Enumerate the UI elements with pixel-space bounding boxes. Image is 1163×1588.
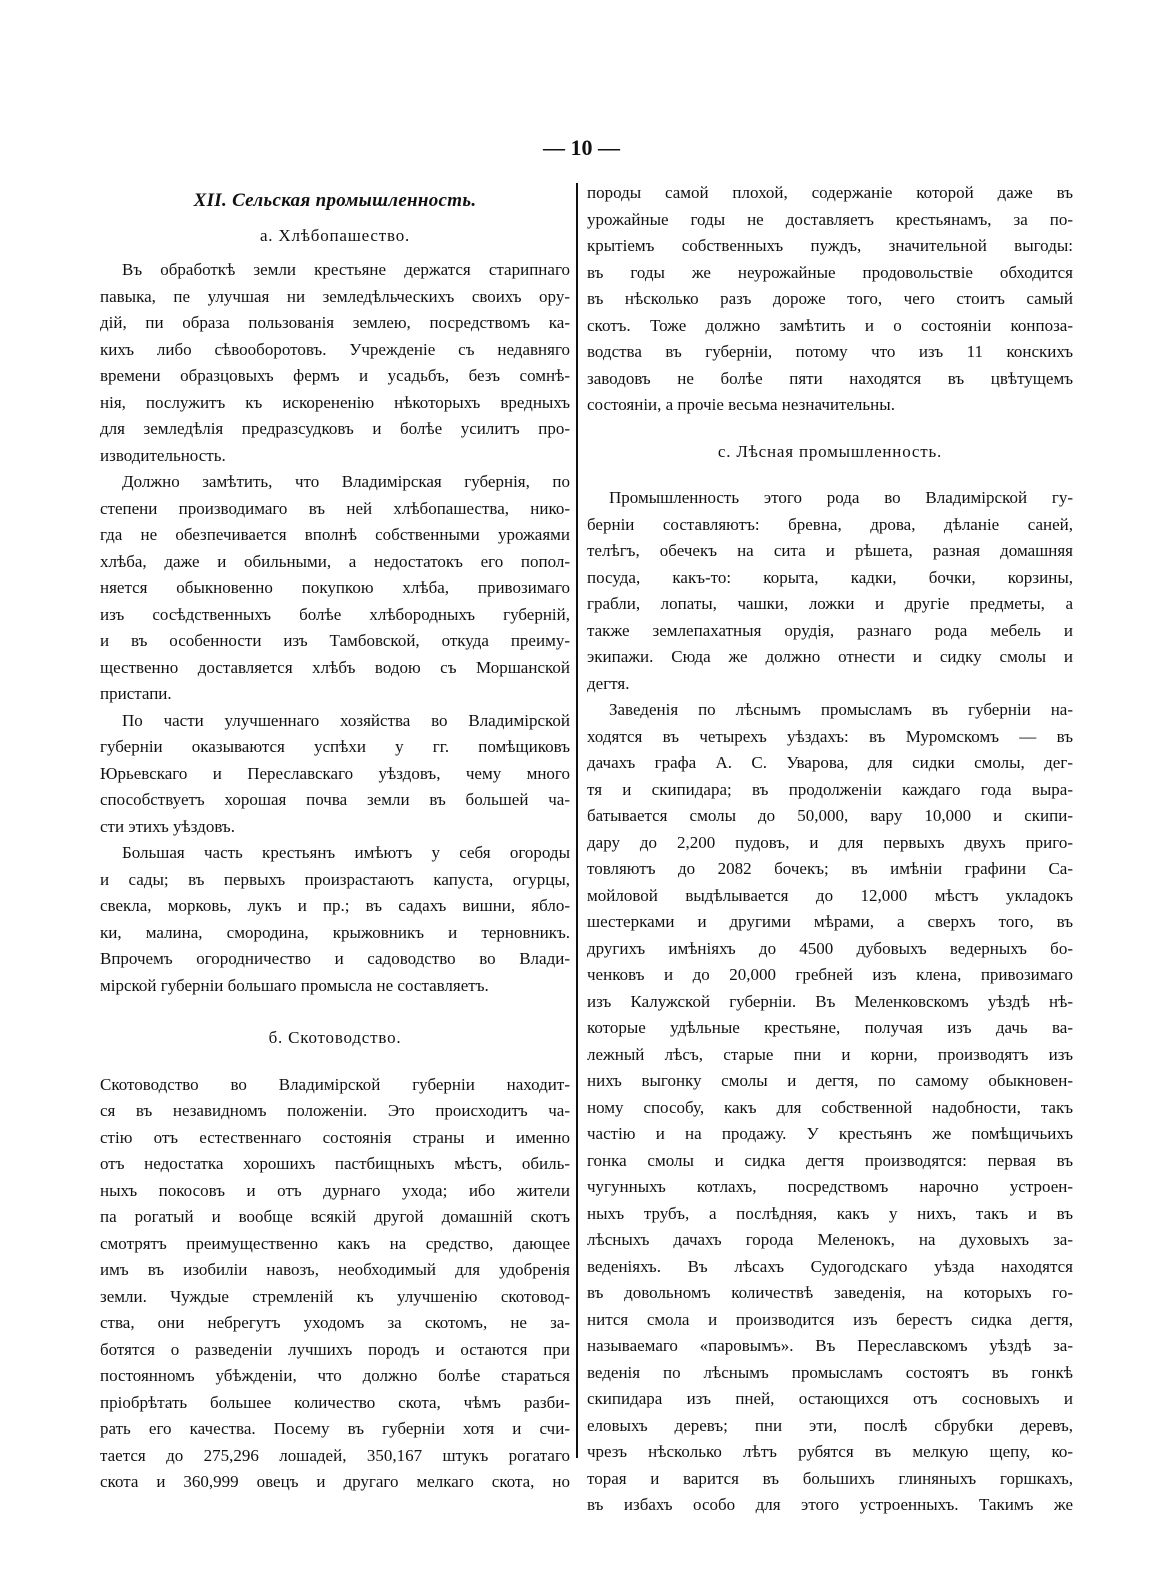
left-column [100,180,570,1496]
text-line: тается до 275,296 лошадей, 350,167 штукъ рогатаго [100,1445,570,1465]
text-line: степени производимаго въ ней хлѣбопашества, нико- [100,498,570,518]
text-line: ходятся въ четырехъ уѣздахъ: въ Муромскомъ — въ [587,726,1073,746]
paragraph [100,1072,570,1496]
text-line: гда не обезпечивается вполнѣ собственными урожаями [100,525,570,544]
text-line: изводительность. [100,445,226,465]
text-line: постоянномъ убѣжденіи, что должно болѣе стараться [100,1366,570,1385]
text-line: состояніи, а прочіе весьма незначительны. [587,395,895,414]
text-line: называемаго «паровымъ». Въ Переславскомъ уѣздѣ за- [587,1336,1073,1355]
text-line: для земледѣлія предразсудковъ и болѣе усилитъ про- [100,419,570,438]
text-line: веденія по лѣснымъ промысламъ состоятъ въ гонкѣ [587,1362,1073,1382]
section-heading-forestry: с. Лѣсная промышленность. [717,441,943,461]
text-line: изъ Калужской губерніи. Въ Меленковскомъ уѣздѣ нѣ- [587,991,1073,1011]
text-line: чугунныхъ котлахъ, посредствомъ нарочно устроен- [587,1177,1073,1196]
text-line: скота и 360,999 овецъ и другаго мелкаго скота, но [100,1472,570,1491]
text-line: которые удѣльные крестьяне, получая изъ дачь ва- [587,1018,1073,1037]
section-heading-agriculture: а. Хлѣбопашество. [259,225,411,245]
text-line: По части улучшеннаго хозяйства во Владимірской [122,710,570,730]
text-line: пристапи. [100,684,172,703]
text-line: еловыхъ деревъ; пни эти, послѣ сбрубки деревъ, [587,1415,1073,1435]
text-line: няется обыкновенно покупкою хлѣба, привозимаго [100,578,570,597]
section-body-forestry [587,485,1073,1519]
paragraph [587,485,1073,697]
text-line: другихъ имѣніяхъ до 4500 дубовыхъ ведерныхъ бо- [587,938,1073,958]
text-line: кихъ либо сѣвооборотовъ. Учрежденіе съ недавняго [100,339,570,359]
text-line: въ нѣсколько разъ дороже того, чего стоитъ самый [587,289,1073,308]
text-line: нится смола и производится изъ берестъ сидка дегтя, [587,1309,1073,1329]
column-divider [576,183,578,1458]
text-line: дій, пи образа пользованія землею, посредствомъ ка- [100,313,570,332]
text-line: щественно доставляется хлѣбъ водою съ Моршанской [100,657,570,677]
text-line: губерніи оказываются успѣхи у гг. помѣщиковъ [100,737,570,756]
text-line: лѣсныхъ дачахъ города Меленокъ, на духовыхъ за- [587,1230,1073,1249]
text-line: ныхъ трубъ, а послѣдняя, какъ у нихъ, такъ и въ [587,1203,1073,1223]
text-line: Большая часть крестьянъ имѣютъ у себя огороды [122,843,570,862]
text-line: па рогатый и вообще всякій другой домашній скотъ [100,1207,570,1226]
paragraph [100,469,570,708]
text-line: телѣгъ, обечекъ на сита и рѣшета, разная домашняя [587,541,1073,560]
text-line: крытіемъ собственныхъ пуждъ, значительной выгоды: [587,236,1073,255]
text-line: ныхъ покосовъ и отъ дурнаго ухода; ибо жители [100,1180,570,1200]
continued-text [587,180,1073,419]
text-line: дачахъ графа А. С. Уварова, для сидки смолы, дег- [587,753,1073,772]
text-line: Должно замѣтить, что Владимірская губернія, по [122,472,570,491]
text-line: ченковъ и до 20,000 гребней изъ клена, привозимаго [587,965,1073,984]
text-line: въ довольномъ количествѣ заведенія, на которыхъ го- [587,1283,1073,1302]
text-line: свекла, морковь, лукъ и пр.; въ садахъ вишни, ябло- [100,896,570,915]
text-line: земли. Чуждые стремленій къ улучшенію скотовод- [100,1286,570,1306]
right-column [587,180,1073,1519]
text-line: Промышленность этого рода во Владимірской гу- [609,488,1073,507]
text-line: скипидара изъ пней, остающихся отъ сосновыхъ и [587,1389,1073,1408]
text-line: нія, послужитъ къ искорененію нѣкоторыхъ вредныхъ [100,392,570,412]
text-line: и въ особенности изъ Тамбовской, откуда преиму- [100,631,570,650]
text-line: гонка смолы и сидка дегтя производятся: первая въ [587,1150,1073,1170]
text-line: рать его качества. Посему въ губерніи хотя и счи- [100,1419,570,1438]
text-line: батывается смолы до 50,000, вару 10,000 и скипи- [587,806,1073,825]
text-line: тя и скипидара; въ продолженіи каждаго года выра- [587,779,1073,799]
section-body-agriculture [100,257,570,999]
text-line: лежный лѣсъ, старые пни и корни, производятъ изъ [587,1044,1073,1064]
text-line: урожайные годы не доставляетъ крестьянамъ, за по- [587,209,1073,229]
text-line: водства въ губерніи, потому что изъ 11 конскихъ [587,342,1073,361]
paragraph [100,840,570,999]
text-line: экипажи. Сюда же должно отнести и сидку смолы и [587,647,1073,666]
text-line: нихъ выгонку смолы и дегтя, по самому обыкновен- [587,1071,1073,1090]
text-line: мойловой выдѣлывается до 12,000 мѣстъ укладокъ [587,885,1073,905]
text-line: изъ сосѣдственныхъ болѣе хлѣбородныхъ губерній, [100,604,570,624]
text-line: павыка, пе улучшая ни земледѣльческихъ своихъ ору- [100,286,570,306]
text-line: отъ недостатка хорошихъ пастбищныхъ мѣстъ, обиль- [100,1154,570,1173]
text-line: посуда, какъ-то: корыта, кадки, бочки, корзины, [587,567,1073,587]
text-line: грабли, лопаты, чашки, ложки и другіе предметы, а [587,594,1073,613]
text-line: берніи составляютъ: бревна, дрова, дѣланіе саней, [587,514,1073,534]
text-line: частію и на продажу. У крестьянъ же помѣщичьихъ [587,1124,1073,1143]
text-line: стію отъ естественнаго состоянія страны и именно [100,1127,570,1147]
text-line: имъ въ изобиліи навозъ, необходимый для удобренія [100,1260,570,1279]
text-line: дегтя. [587,673,630,693]
text-line: пріобрѣтать большее количество скота, чѣмъ разби- [100,1392,570,1412]
text-line: шестерками и другими мѣрами, а сверхъ того, въ [587,912,1073,931]
text-line: ному способу, какъ для собственной надобности, такъ [587,1097,1073,1117]
paragraph [587,697,1073,1519]
chapter-title: XII. Сельская промышленность. [193,190,477,211]
paragraph [100,708,570,841]
text-line: въ годы же неурожайные продовольствіе обходится [587,262,1073,282]
text-line: сти этихъ уѣздовъ. [100,816,235,836]
text-line: товляютъ до 2082 бочекъ; въ имѣніи графини Са- [587,859,1073,878]
text-line: способствуетъ хорошая почва земли въ большей ча- [100,790,570,809]
paragraph [587,180,1073,419]
text-line: Впрочемъ огородничество и садоводство во Влади- [100,949,570,968]
text-line: Заведенія по лѣснымъ промысламъ въ губерніи на- [609,700,1073,719]
text-line: ботятся о разведеніи лучшихъ породъ и остаются при [100,1339,570,1359]
text-line: и сады; въ первыхъ произрастаютъ капуста, огурцы, [100,869,570,889]
text-line: породы самой плохой, содержаніе которой даже въ [587,183,1073,202]
section-body-livestock [100,1072,570,1496]
text-line: Юрьевскаго и Переславскаго уѣздовъ, чему много [100,763,570,783]
text-line: Въ обработкѣ земли крестьяне держатся старипнаго [122,260,570,279]
text-line: времени образцовыхъ фермъ и усадьбъ, безъ сомнѣ- [100,366,570,385]
text-line: ства, они небрегутъ уходомъ за скотомъ, не за- [100,1313,570,1332]
text-line: хлѣба, даже и обильными, а недостатокъ его попол- [100,551,570,571]
text-line: скотъ. Тоже должно замѣтить и о состояніи конпоза- [587,315,1073,335]
text-line: въ избахъ особо для этого устроенныхъ. Такимъ же [587,1495,1073,1514]
section-heading-livestock: б. Скотоводство. [268,1028,402,1047]
text-line: заводовъ не болѣе пяти находятся въ цвѣтущемъ [587,368,1073,388]
text-line: ся въ незавидномъ положеніи. Это происходитъ ча- [100,1101,570,1120]
text-line: мірской губерніи большаго промысла не составляетъ. [100,975,489,995]
text-line: ки, малина, смородина, крыжовникъ и терновникъ. [100,922,570,942]
text-line: Скотоводство во Владимірской губерніи находит- [100,1074,570,1094]
text-line: чрезъ нѣсколько лѣтъ рубятся въ мелкую щепу, ко- [587,1442,1073,1461]
page-number: — 10 — [543,135,620,160]
text-line: смотрятъ преимущественно какъ на средство, дающее [100,1233,570,1253]
text-line: также землепахатныя орудія, разнаго рода мебель и [587,620,1073,640]
text-line: торая и варится въ большихъ глиняныхъ горшкахъ, [587,1468,1073,1488]
text-line: веденіяхъ. Въ лѣсахъ Судогодскаго уѣзда находятся [587,1256,1073,1276]
text-line: дару до 2,200 пудовъ, и для первыхъ двухъ приго- [587,832,1073,852]
paragraph [100,257,570,469]
